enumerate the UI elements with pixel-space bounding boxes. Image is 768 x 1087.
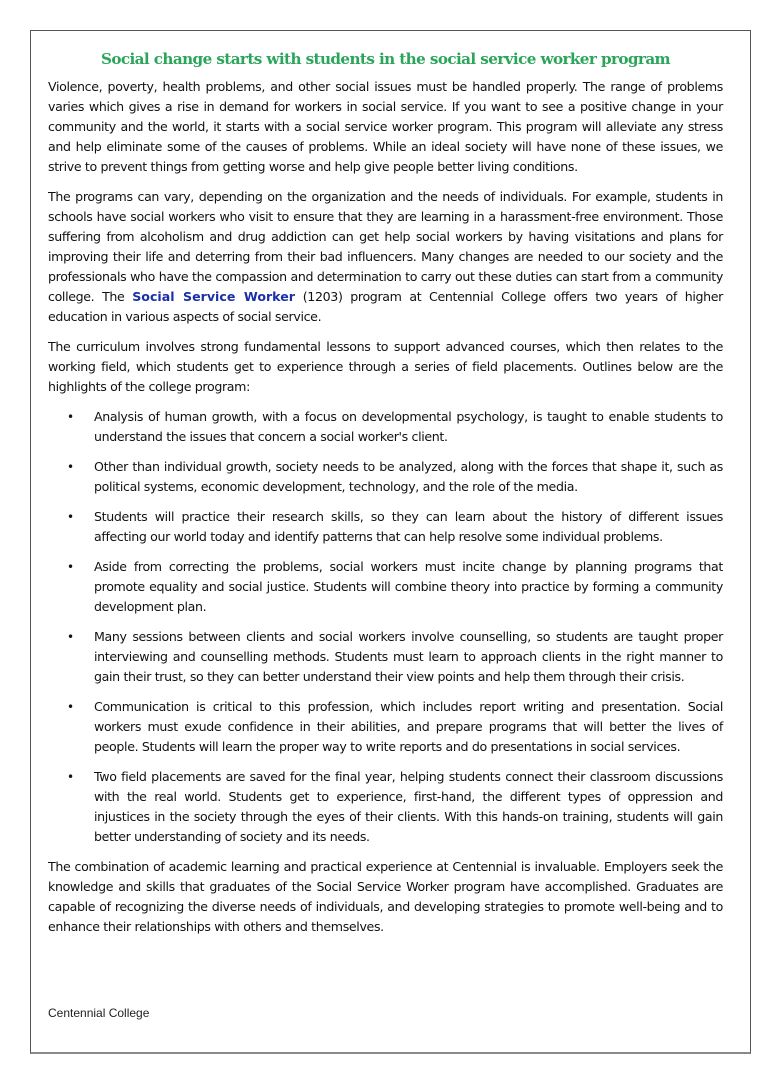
list-item (48, 767, 723, 847)
list-item (48, 627, 723, 687)
bullet-icon: • (67, 770, 74, 784)
bullet-icon: • (67, 560, 74, 574)
list-item-text: Two field placements are saved for the final year, helping students connect their classroom discussions with the real world. Students get to experience, first-hand, the different types of oppression and injustices in the society through the eyes of their clients. With this hands-on training, students will gain better understanding of society and its needs. (94, 769, 723, 844)
list-item-text: Students will practice their research skills, so they can learn about the history of different issues affecting our world today and identify patterns that can help resolve some individual problems. (94, 509, 723, 544)
bullet-icon: • (67, 410, 74, 424)
list-item (48, 507, 723, 547)
highlights-list (48, 407, 723, 847)
list-item (48, 457, 723, 497)
list-item-text: Other than individual growth, society needs to be analyzed, along with the forces that shape it, such as political systems, economic development, technology, and the role of the media. (94, 459, 723, 494)
programs-text-after-link: (1203) program at Centennial College offers two years of higher education in various aspects of social service. (48, 289, 723, 324)
list-item (48, 407, 723, 447)
list-item-text: Communication is critical to this profession, which includes report writing and presentation. Social workers must exude confidence in their abilities, and prepare programs that will better the lives of people. Students will learn the proper way to write reports and do presentations in social services. (94, 699, 723, 754)
page-footer: Centennial College (48, 1006, 150, 1020)
document-body (48, 47, 723, 947)
bullet-icon: • (67, 510, 74, 524)
bullet-icon: • (67, 700, 74, 714)
list-item (48, 697, 723, 757)
bullet-icon: • (67, 630, 74, 644)
curriculum-paragraph: The curriculum involves strong fundamental lessons to support advanced courses, which then relates to the working field, which students get to experience through a series of field placements. Outlines below are the highlights of the college program: (48, 339, 723, 394)
conclusion-paragraph: The combination of academic learning and practical experience at Centennial is invaluable. Employers seek the knowledge and skills that graduates of the Social Service Worker program have accomplished. Graduates are capable of recognizing the diverse needs of individuals, and developing strategies to promote well-being and to enhance their relationships with others and themselves. (48, 859, 723, 934)
programs-text-before-link: The programs can vary, depending on the organization and the needs of individuals. For example, students in schools have social workers who visit to ensure that they are learning in a harassment-free environment. Those suffering from alcoholism and drug addiction can get help social workers by having visitations and plans for improving their life and deterring from their bad influencers. Many changes are needed to our society and the professionals who have the compassion and determination to carry out these duties can start from a community college. The (48, 189, 723, 304)
list-item-text: Many sessions between clients and social workers involve counselling, so students are taught proper interviewing and counselling methods. Students must learn to approach clients in the right manner to gain their trust, so they can better understand their view points and help them through their crisis. (94, 629, 723, 684)
list-item (48, 557, 723, 617)
social-service-worker-link[interactable]: Social Service Worker (132, 289, 295, 304)
bullet-icon: • (67, 460, 74, 474)
programs-paragraph (48, 187, 723, 327)
list-item-text: Aside from correcting the problems, social workers must incite change by planning programs that promote equality and social justice. Students will combine theory into practice by forming a community development plan. (94, 559, 723, 614)
list-item-text: Analysis of human growth, with a focus on developmental psychology, is taught to enable students to understand the issues that concern a social worker's client. (94, 409, 723, 444)
document-title: Social change starts with students in the social service worker program (100, 50, 671, 68)
document-page (30, 30, 751, 1054)
intro-paragraph: Violence, poverty, health problems, and other social issues must be handled properly. The range of problems varies which gives a rise in demand for workers in social service. If you want to see a positive change in your community and the world, it starts with a social service worker program. This program will alleviate any stress and help eliminate some of the causes of problems. While an ideal society will have none of these issues, we strive to prevent things from getting worse and help give people better living conditions. (48, 79, 723, 174)
